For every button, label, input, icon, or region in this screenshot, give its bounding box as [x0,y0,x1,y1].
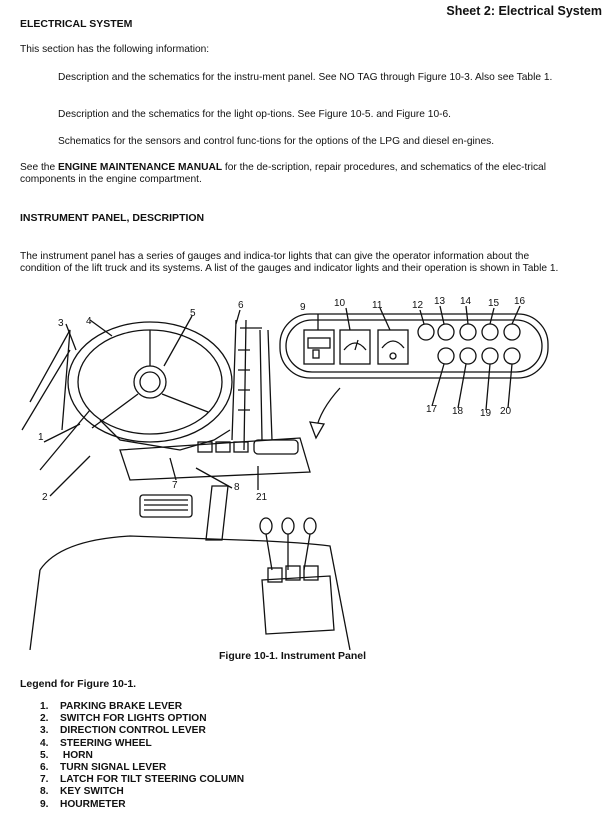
section-title: ELECTRICAL SYSTEM [20,18,133,30]
floor-outline [30,536,350,650]
callout-21: 21 [256,492,268,503]
see-manual-text [20,162,580,185]
manual-name: ENGINE MAINTENANCE MANUAL [57,162,223,173]
bullet-3: Schematics for the sensors and control func-tions for the options of the LPG and diesel en-gines. [58,136,495,147]
callout-3: 3 [58,318,64,329]
callout-1: 1 [38,432,44,443]
steering-wheel-drawing [68,322,232,450]
legend-item: 8. KEY SWITCH [40,786,124,798]
callout-2: 2 [42,492,48,503]
gauge-icon [340,330,370,364]
callout-14: 14 [460,296,472,307]
callout-19: 19 [480,408,492,419]
bullet-1: Description and the schematics for the instru-ment panel. See NO TAG through Figure 10-3. Also see Table 1. [58,72,553,83]
legend-item: 7. LATCH FOR TILT STEERING COLUMN [40,774,245,786]
see-manual-pre: See the [20,162,58,173]
legend-item: 9. HOURMETER [40,798,126,810]
callout-6: 6 [238,300,244,311]
callout-18: 18 [452,406,464,417]
callout-16: 16 [514,296,526,307]
indicator-light-icon [418,324,520,364]
pedals-drawing [140,486,228,540]
callout-11: 11 [372,300,383,311]
callout-20: 20 [500,406,512,417]
legend-item: 3. DIRECTION CONTROL LEVER [40,725,206,737]
pointer-arrowhead [310,422,324,438]
callout-8: 8 [234,482,240,493]
legend-item: 2. SWITCH FOR LIGHTS OPTION [40,713,207,725]
callout-17: 17 [426,404,438,415]
bullet-2: Description and the schematics for the light op-tions. See Figure 10-5. and Figure 10-6. [58,109,451,120]
callout-15: 15 [488,298,500,309]
legend-item: 1. PARKING BRAKE LEVER [40,701,183,712]
control-levers-drawing [260,518,334,634]
legend-item: 5. HORN [40,749,93,761]
callout-5: 5 [190,308,196,319]
legend-item: 6. TURN SIGNAL LEVER [40,762,167,774]
subsection-title: INSTRUMENT PANEL, DESCRIPTION [20,212,205,224]
callout-13: 13 [434,296,446,307]
callout-7: 7 [172,480,178,491]
panel-detail [280,314,548,378]
callout-9: 9 [300,302,306,313]
legend-item: 4. STEERING WHEEL [40,737,152,749]
see-manual-post: for the de-scription, repair procedures, and schematics of the elec-trical components in the engine compartment. [20,162,546,185]
legend-list [40,701,244,811]
figure-caption: Figure 10-1. Instrument Panel [219,650,367,662]
instrument-panel-figure [0,290,614,650]
callout-12: 12 [412,300,424,311]
callout-10: 10 [334,298,346,309]
intro-text: This section has the following information: [20,44,210,55]
sheet-title: Sheet 2: Electrical System [446,4,602,18]
legend-title: Legend for Figure 10-1. [20,678,137,690]
panel-paragraph: The instrument panel has a series of gauges and indica-tor lights that can give the operator information about the condition of the lift truck and its systems. A list of the gauges and indicator lights and their operation is shown in Table 1. [20,251,559,274]
callout-4: 4 [86,316,92,327]
